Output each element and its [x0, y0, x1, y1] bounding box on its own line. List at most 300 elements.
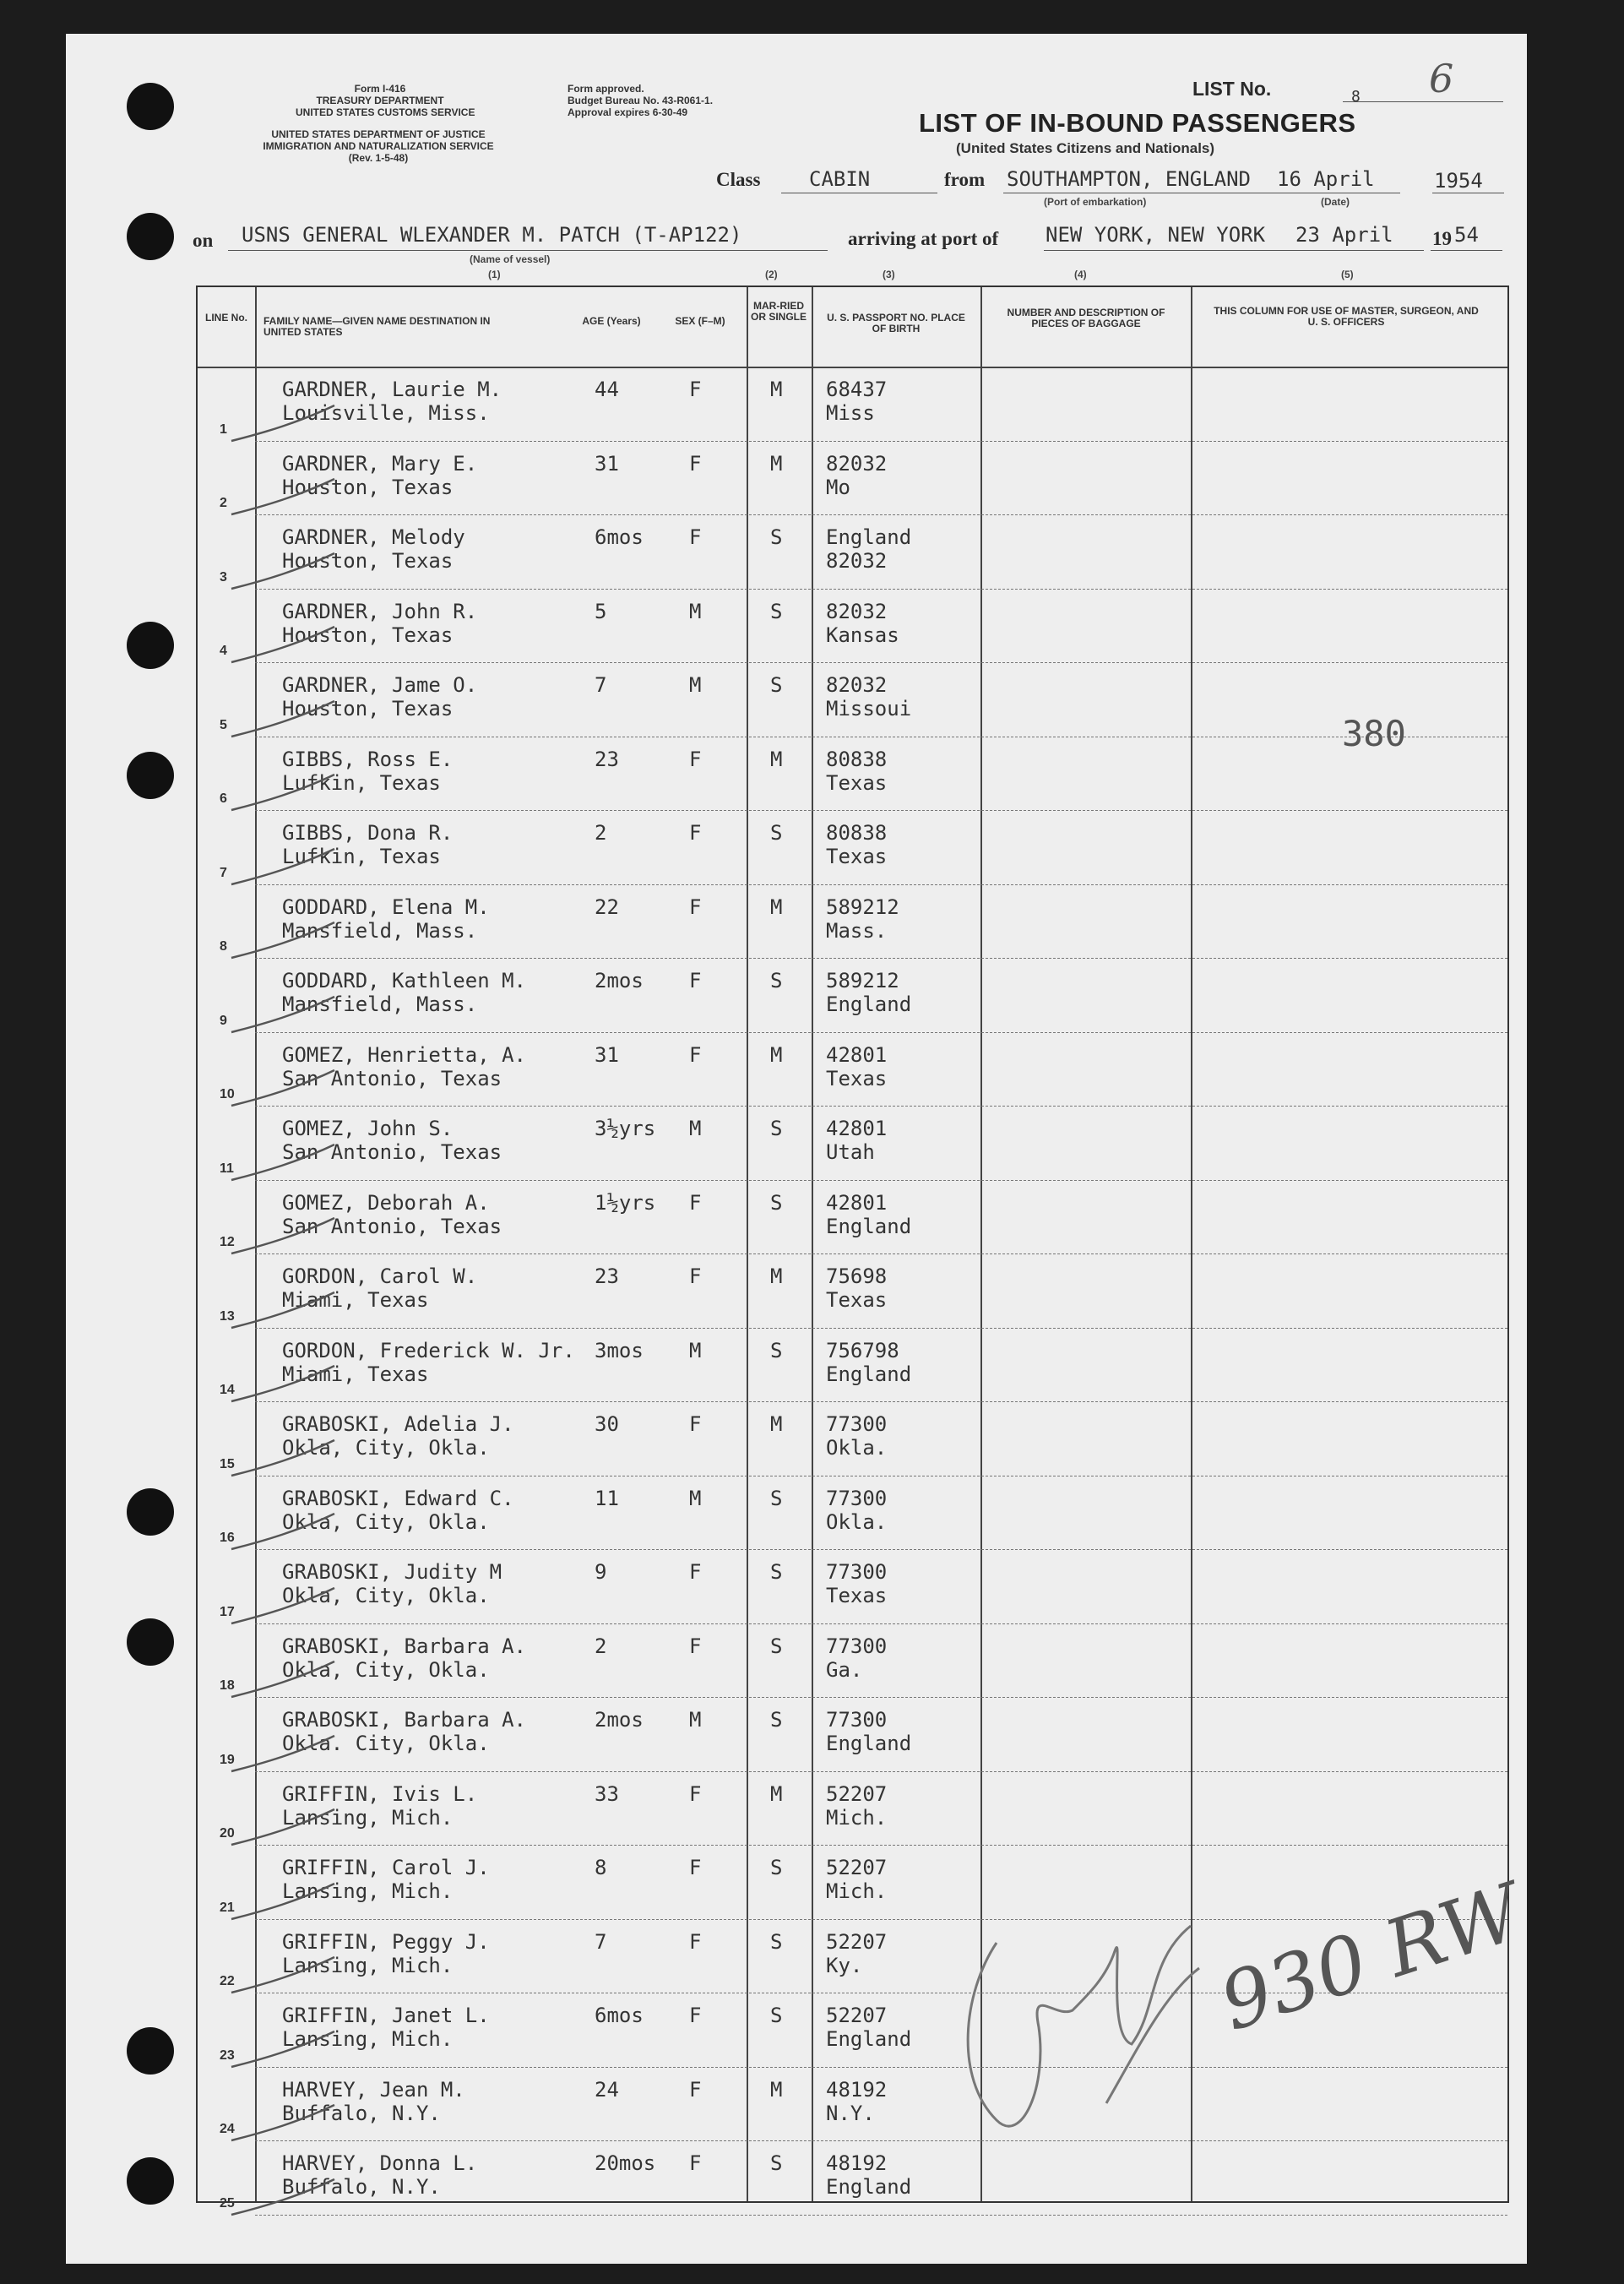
- list-no-value: 8: [1351, 88, 1361, 106]
- passport-number: 75698: [826, 1264, 888, 1288]
- destination: Lufkin, Texas: [282, 845, 441, 868]
- destination: Louisville, Miss.: [282, 401, 490, 425]
- check-mark-icon: [223, 1507, 341, 1558]
- embarkation-year: 1954: [1434, 169, 1483, 193]
- passport-number: 77300: [826, 1412, 888, 1436]
- age: 24: [595, 2077, 619, 2102]
- marital-status: S: [770, 821, 783, 845]
- passport-number: 82032: [826, 599, 888, 623]
- marital-status: S: [770, 1708, 783, 1732]
- marital-status: S: [770, 673, 783, 697]
- line-number: 1: [220, 421, 227, 437]
- passenger-name: GOMEZ, Henrietta, A.: [282, 1042, 526, 1067]
- class-value: CABIN: [809, 167, 871, 191]
- passenger-name: GRABOSKI, Edward C.: [282, 1486, 514, 1510]
- table-row: [198, 1625, 1507, 1699]
- sex: F: [689, 2077, 702, 2102]
- sex: F: [689, 1781, 702, 1806]
- sex: F: [689, 747, 702, 771]
- passenger-name: GIBBS, Dona R.: [282, 821, 454, 845]
- age: 20mos: [595, 2151, 656, 2175]
- destination: Houston, Texas: [282, 475, 454, 499]
- line-number: 16: [220, 1531, 235, 1545]
- age: 8: [595, 1856, 607, 1879]
- age: 1½yrs: [595, 1190, 656, 1215]
- passport-number: 42801: [826, 1042, 888, 1067]
- column-number: (5): [1341, 269, 1354, 280]
- check-mark-icon: [223, 472, 341, 523]
- line-number: 24: [220, 2122, 235, 2136]
- form-number: Form I-416: [354, 83, 406, 95]
- destination: Buffalo, N.Y.: [282, 2175, 441, 2199]
- passenger-name: HARVEY, Donna L.: [282, 2151, 478, 2175]
- place-of-birth: Missoui: [826, 697, 912, 721]
- passenger-name: GARDNER, Mary E.: [282, 451, 478, 476]
- marital-status: S: [770, 1190, 783, 1215]
- line-number: 7: [220, 865, 227, 880]
- age: 30: [595, 1412, 619, 1436]
- sex: F: [689, 1190, 702, 1215]
- marital-status: S: [770, 599, 783, 623]
- passenger-name: GRABOSKI, Adelia J.: [282, 1412, 514, 1436]
- age: 9: [595, 1560, 607, 1584]
- column-number: (4): [1074, 269, 1087, 280]
- passport-number: 52207: [826, 2004, 888, 2027]
- passport-number: 82032: [826, 451, 888, 476]
- line-number: 6: [220, 791, 227, 806]
- check-mark-icon: [223, 2098, 341, 2149]
- table-row: [198, 738, 1507, 813]
- passport-number: 756798: [826, 1338, 899, 1362]
- destination: Lufkin, Texas: [282, 770, 441, 795]
- line-number: 5: [220, 717, 227, 732]
- list-no-handwritten: 6: [1429, 56, 1454, 101]
- place-of-birth: Texas: [826, 1066, 888, 1090]
- marital-status: M: [770, 451, 783, 476]
- marital-status: S: [770, 2004, 783, 2027]
- sex: F: [689, 1042, 702, 1067]
- passport-number: 48192: [826, 2151, 888, 2175]
- col-header-line: LINE No.: [205, 312, 247, 324]
- table-row: [198, 1551, 1507, 1625]
- place-of-birth: N.Y.: [826, 2101, 875, 2125]
- marital-status: S: [770, 1929, 783, 1954]
- check-mark-icon: [223, 916, 341, 966]
- age: 2: [595, 821, 607, 845]
- page-subtitle: (United States Citizens and Nationals): [956, 140, 1215, 156]
- destination: San Antonio, Texas: [282, 1214, 502, 1238]
- passenger-name: GARDNER, John R.: [282, 599, 478, 623]
- check-mark-icon: [223, 768, 341, 818]
- sex: F: [689, 451, 702, 476]
- age: 6mos: [595, 525, 644, 549]
- passenger-name: GRABOSKI, Judity M: [282, 1560, 502, 1584]
- sex: M: [689, 599, 702, 623]
- list-no-label: LIST No.: [1192, 78, 1272, 100]
- line-number: 15: [220, 1456, 235, 1471]
- destination: Okla, City, Okla.: [282, 1584, 490, 1607]
- marital-status: M: [770, 1412, 783, 1436]
- check-mark-icon: [223, 1877, 341, 1928]
- age: 2mos: [595, 969, 644, 992]
- sex: F: [689, 378, 702, 401]
- destination: San Antonio, Texas: [282, 1066, 502, 1090]
- binder-hole: [127, 2157, 174, 2205]
- age: 2mos: [595, 1708, 644, 1732]
- marital-status: S: [770, 1117, 783, 1140]
- marital-status: S: [770, 1486, 783, 1510]
- table-row: [198, 960, 1507, 1034]
- binder-hole: [127, 1488, 174, 1536]
- passport-number: 42801: [826, 1117, 888, 1140]
- sex: F: [689, 1412, 702, 1436]
- embarkation-date: 16 April: [1277, 167, 1375, 191]
- age: 33: [595, 1781, 619, 1806]
- place-of-birth: Kansas: [826, 623, 899, 647]
- check-mark-icon: [223, 1950, 341, 2001]
- justice-dept: UNITED STATES DEPARTMENT OF JUSTICE: [271, 128, 486, 140]
- place-of-birth: Ga.: [826, 1657, 863, 1682]
- line-number: 14: [220, 1383, 235, 1397]
- line-number: 13: [220, 1308, 235, 1324]
- marital-status: M: [770, 1264, 783, 1288]
- destination: Mansfield, Mass.: [282, 992, 478, 1016]
- marital-status: S: [770, 1634, 783, 1658]
- col-header-baggage: NUMBER AND DESCRIPTION OF PIECES OF BAGGAGE: [1007, 307, 1165, 329]
- page-title: LIST OF IN-BOUND PASSENGERS: [919, 108, 1356, 138]
- age: 7: [595, 1929, 607, 1954]
- place-of-birth: Texas: [826, 1584, 888, 1607]
- place-of-birth: 82032: [826, 549, 888, 573]
- check-mark-icon: [223, 620, 341, 671]
- line-number: 17: [220, 1604, 235, 1619]
- marital-status: M: [770, 747, 783, 771]
- on-label: on: [193, 230, 214, 251]
- vessel-caption: (Name of vessel): [470, 253, 551, 265]
- passenger-name: GRABOSKI, Barbara A.: [282, 1708, 526, 1732]
- age: 7: [595, 673, 607, 697]
- passenger-name: GIBBS, Ross E.: [282, 747, 454, 771]
- passenger-name: GODDARD, Kathleen M.: [282, 969, 526, 992]
- passport-number: 52207: [826, 1856, 888, 1879]
- place-of-birth: England: [826, 2027, 912, 2051]
- table-row: [198, 1034, 1507, 1108]
- age: 3½yrs: [595, 1117, 656, 1140]
- col-header-age: AGE (Years): [582, 315, 641, 327]
- age: 6mos: [595, 2004, 644, 2027]
- table-row: [198, 1403, 1507, 1477]
- from-label: from: [944, 169, 986, 190]
- age: 31: [595, 1042, 619, 1067]
- col-header-sex: SEX (F–M): [675, 315, 725, 327]
- line-number: 25: [220, 2195, 235, 2211]
- marital-status: M: [770, 378, 783, 401]
- place-of-birth: Texas: [826, 770, 888, 795]
- age: 11: [595, 1486, 619, 1510]
- class-label: Class: [716, 169, 761, 190]
- binder-hole: [127, 83, 174, 130]
- place-of-birth: Okla.: [826, 1509, 888, 1534]
- sex: M: [689, 1486, 702, 1510]
- arrival-port: NEW YORK, NEW YORK: [1046, 223, 1266, 247]
- age: 5: [595, 599, 607, 623]
- check-mark-icon: [223, 1063, 341, 1114]
- customs-service: UNITED STATES CUSTOMS SERVICE: [296, 106, 475, 118]
- column-number: (3): [883, 269, 895, 280]
- destination: Mansfield, Mass.: [282, 918, 478, 943]
- place-of-birth: Texas: [826, 845, 888, 868]
- line-number: 22: [220, 1974, 235, 1988]
- vessel-name: USNS GENERAL WLEXANDER M. PATCH (T-AP122): [242, 223, 742, 247]
- destination: Okla, City, Okla.: [282, 1657, 490, 1682]
- check-mark-icon: [223, 694, 341, 745]
- check-mark-icon: [223, 399, 341, 449]
- place-of-birth: Mass.: [826, 918, 888, 943]
- table-row: [198, 1477, 1507, 1552]
- sex: F: [689, 969, 702, 992]
- passenger-name: GOMEZ, John S.: [282, 1117, 454, 1140]
- passport-number: 52207: [826, 1929, 888, 1954]
- signature-note: 930 RW: [1209, 1866, 1533, 2049]
- check-mark-icon: [223, 2025, 341, 2075]
- line-number: 10: [220, 1087, 235, 1101]
- check-mark-icon: [223, 2173, 341, 2223]
- passport-number: 52207: [826, 1781, 888, 1806]
- passenger-name: GODDARD, Elena M.: [282, 895, 490, 919]
- place-of-birth: Mich.: [826, 1879, 888, 1903]
- passport-number: 68437: [826, 378, 888, 401]
- destination: Lansing, Mich.: [282, 1953, 454, 1977]
- marital-status: S: [770, 1856, 783, 1879]
- passport-number: 42801: [826, 1190, 888, 1215]
- approval-line1: Form approved.: [568, 83, 644, 95]
- place-of-birth: England: [826, 2175, 912, 2199]
- age: 2: [595, 1634, 607, 1658]
- col-header-passport: U. S. PASSPORT NO. PLACE OF BIRTH: [827, 312, 965, 334]
- column-number: (2): [765, 269, 778, 280]
- rev-date: (Rev. 1-5-48): [348, 152, 409, 164]
- check-mark-icon: [223, 1581, 341, 1632]
- destination: Okla. City, Okla.: [282, 1732, 490, 1755]
- arrival-year-suffix: 54: [1454, 223, 1479, 247]
- marital-status: S: [770, 2151, 783, 2175]
- marital-status: S: [770, 1338, 783, 1362]
- destination: Buffalo, N.Y.: [282, 2101, 441, 2125]
- sex: F: [689, 821, 702, 845]
- age: 44: [595, 378, 619, 401]
- destination: Houston, Texas: [282, 697, 454, 721]
- sex: M: [689, 1708, 702, 1732]
- check-mark-icon: [223, 547, 341, 597]
- destination: Miami, Texas: [282, 1288, 429, 1312]
- table-row: [198, 1330, 1507, 1404]
- marital-status: M: [770, 1781, 783, 1806]
- passenger-name: GORDON, Frederick W. Jr.: [282, 1338, 575, 1362]
- arrival-date: 23 April: [1295, 223, 1393, 247]
- sex: F: [689, 2004, 702, 2027]
- destination: Miami, Texas: [282, 1362, 429, 1386]
- sex: F: [689, 1929, 702, 1954]
- place-of-birth: England: [826, 992, 912, 1016]
- destination: San Antonio, Texas: [282, 1140, 502, 1164]
- col-header-officers: THIS COLUMN FOR USE OF MASTER, SURGEON, AND U. S. OFFICERS: [1214, 305, 1479, 328]
- line-number: 3: [220, 569, 227, 585]
- sex: M: [689, 1338, 702, 1362]
- place-of-birth: Ky.: [826, 1953, 863, 1977]
- sex: F: [689, 895, 702, 919]
- col-header-married: MAR-RIED OR SINGLE: [750, 300, 807, 323]
- check-mark-icon: [223, 1211, 341, 1262]
- check-mark-icon: [223, 1433, 341, 1484]
- approval-line3: Approval expires 6-30-49: [568, 106, 688, 118]
- line-number: 12: [220, 1235, 235, 1249]
- passport-number: 80838: [826, 821, 888, 845]
- binder-hole: [127, 213, 174, 260]
- place-of-birth: Texas: [826, 1288, 888, 1312]
- line-number: 19: [220, 1752, 235, 1767]
- table-row: [198, 443, 1507, 517]
- marital-status: M: [770, 1042, 783, 1067]
- date-caption: (Date): [1321, 196, 1350, 208]
- table-row: [198, 664, 1507, 738]
- column-number: (1): [488, 269, 501, 280]
- destination: Okla, City, Okla.: [282, 1436, 490, 1460]
- destination: Okla, City, Okla.: [282, 1509, 490, 1534]
- check-mark-icon: [223, 1803, 341, 1853]
- passenger-name: HARVEY, Jean M.: [282, 2077, 465, 2102]
- check-mark-icon: [223, 842, 341, 893]
- passport-number: 82032: [826, 673, 888, 697]
- port-embarkation: SOUTHAMPTON, ENGLAND: [1007, 167, 1251, 191]
- sex: F: [689, 1634, 702, 1658]
- check-mark-icon: [223, 1138, 341, 1188]
- destination: Lansing, Mich.: [282, 2027, 454, 2051]
- line-number: 23: [220, 2047, 235, 2063]
- age: 31: [595, 451, 619, 476]
- check-mark-icon: [223, 1359, 341, 1410]
- place-of-birth: England: [826, 1732, 912, 1755]
- passport-number: 589212: [826, 969, 899, 992]
- approval-line2: Budget Bureau No. 43-R061-1.: [568, 95, 714, 106]
- line-number: 4: [220, 644, 227, 658]
- line-number: 9: [220, 1013, 227, 1028]
- place-of-birth: England: [826, 1214, 912, 1238]
- age: 23: [595, 1264, 619, 1288]
- place-of-birth: Okla.: [826, 1436, 888, 1460]
- passport-number: 77300: [826, 1634, 888, 1658]
- sex: F: [689, 525, 702, 549]
- table-row: [198, 368, 1507, 443]
- line-number: 20: [220, 1826, 235, 1841]
- table-row: [198, 812, 1507, 886]
- binder-hole: [127, 2027, 174, 2075]
- table-row: [198, 1182, 1507, 1256]
- check-mark-icon: [223, 1655, 341, 1705]
- sex: M: [689, 1117, 702, 1140]
- passenger-name: GRIFFIN, Carol J.: [282, 1856, 490, 1879]
- passport-number: 589212: [826, 895, 899, 919]
- binder-hole: [127, 622, 174, 669]
- passenger-name: GRABOSKI, Barbara A.: [282, 1634, 526, 1658]
- age: 22: [595, 895, 619, 919]
- passenger-name: GRIFFIN, Peggy J.: [282, 1929, 490, 1954]
- check-mark-icon: [223, 990, 341, 1041]
- table-row: [198, 1773, 1507, 1847]
- age: 3mos: [595, 1338, 644, 1362]
- officer-note: 380: [1342, 713, 1406, 754]
- ins-service: IMMIGRATION AND NATURALIZATION SERVICE: [263, 140, 494, 152]
- place-of-birth: Utah: [826, 1140, 875, 1164]
- destination: Lansing, Mich.: [282, 1879, 454, 1903]
- passport-number: 80838: [826, 747, 888, 771]
- age: 23: [595, 747, 619, 771]
- sex: F: [689, 1856, 702, 1879]
- marital-status: S: [770, 969, 783, 992]
- justice-block: [193, 128, 564, 164]
- line-number: 18: [220, 1678, 235, 1693]
- place-of-birth: Mo: [826, 475, 850, 499]
- destination: Lansing, Mich.: [282, 1805, 454, 1830]
- passport-number: 77300: [826, 1708, 888, 1732]
- sex: M: [689, 673, 702, 697]
- destination: Houston, Texas: [282, 623, 454, 647]
- marital-status: S: [770, 1560, 783, 1584]
- check-mark-icon: [223, 1286, 341, 1336]
- treasury-dept: TREASURY DEPARTMENT: [316, 95, 444, 106]
- passport-number: 48192: [826, 2077, 888, 2102]
- table-row: [198, 1107, 1507, 1182]
- passenger-name: GARDNER, Jame O.: [282, 673, 478, 697]
- passenger-name: GRIFFIN, Ivis L.: [282, 1781, 478, 1806]
- table-row: [198, 590, 1507, 665]
- passenger-name: GARDNER, Melody: [282, 525, 465, 549]
- arriving-label: arriving at port of: [848, 228, 999, 249]
- place-of-birth: Miss: [826, 401, 875, 425]
- table-row: [198, 1255, 1507, 1330]
- form-block: [296, 83, 475, 118]
- port-caption: (Port of embarkation): [1044, 196, 1147, 208]
- passenger-name: GARDNER, Laurie M.: [282, 378, 502, 401]
- passport-number: 77300: [826, 1486, 888, 1510]
- binder-hole: [127, 1618, 174, 1666]
- passport-number: England: [826, 525, 912, 549]
- passenger-name: GRIFFIN, Janet L.: [282, 2004, 490, 2027]
- place-of-birth: Mich.: [826, 1805, 888, 1830]
- table-row: [198, 886, 1507, 960]
- sex: F: [689, 2151, 702, 2175]
- destination: Houston, Texas: [282, 549, 454, 573]
- table-row: [198, 516, 1507, 590]
- sex: F: [689, 1264, 702, 1288]
- place-of-birth: England: [826, 1362, 912, 1386]
- line-number: 11: [220, 1161, 234, 1176]
- marital-status: S: [770, 525, 783, 549]
- binder-hole: [127, 752, 174, 799]
- passport-number: 77300: [826, 1560, 888, 1584]
- table-row: [198, 1699, 1507, 1773]
- marital-status: M: [770, 895, 783, 919]
- approval-block: [568, 83, 713, 118]
- line-number: 21: [220, 1900, 235, 1915]
- marital-status: M: [770, 2077, 783, 2102]
- arrival-year-prefix: 19: [1432, 228, 1452, 249]
- line-number: 2: [220, 496, 227, 510]
- passenger-name: GORDON, Carol W.: [282, 1264, 478, 1288]
- line-number: 8: [220, 939, 227, 954]
- col-header-name: FAMILY NAME—GIVEN NAME DESTINATION IN UNITED STATES: [263, 315, 491, 338]
- sex: F: [689, 1560, 702, 1584]
- passenger-name: GOMEZ, Deborah A.: [282, 1190, 490, 1215]
